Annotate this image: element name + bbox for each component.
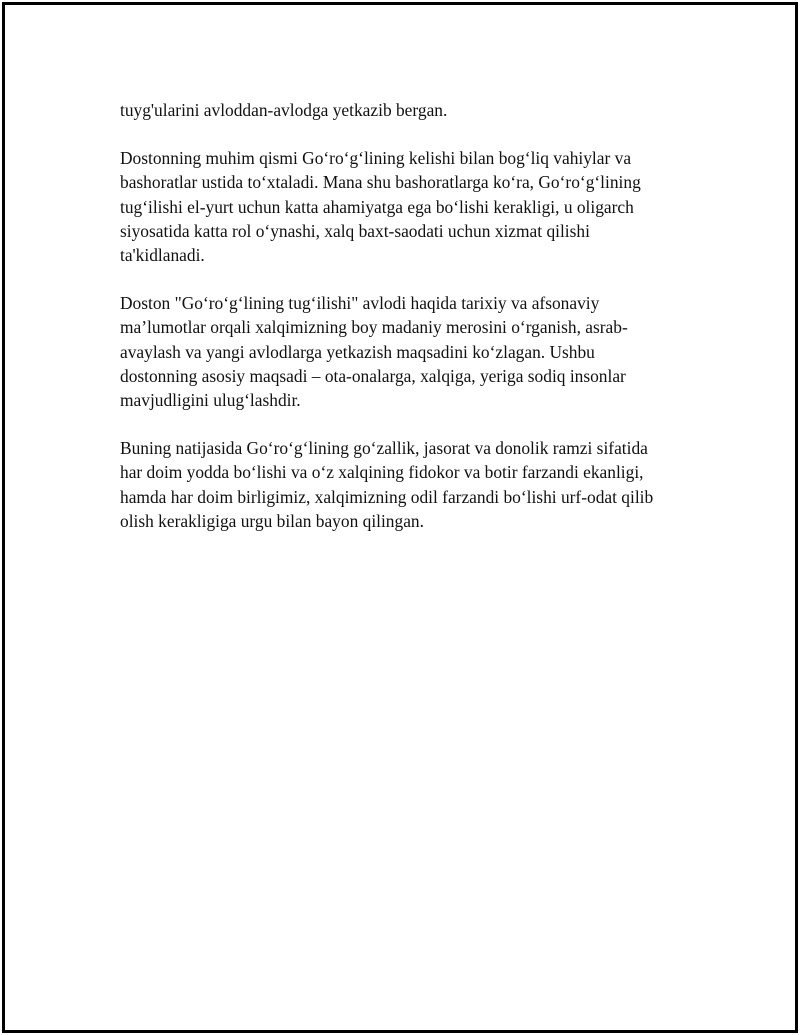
paragraph-3: Doston "Go‘ro‘g‘lining tug‘ilishi" avlodi haqida tarixiy va afsonaviy ma’lumotlar orqali xalqimizning boy madaniy merosini o‘rganish, asrab- avaylash va yangi avlodlarga yetkazish maqsadini ko‘zlagan. Ushbu dostonning asosiy maqsadi – ota-onalarga, xalqiga, yeriga sodiq insonlar mavjudligini ulug‘lashdir. [120, 293, 628, 411]
document-body [120, 98, 700, 557]
paragraph-1: tuyg'ularini avloddan-avlodga yetkazib bergan. [120, 100, 448, 120]
paragraph-4: Buning natijasida Go‘ro‘g‘lining go‘zallik, jasorat va donolik ramzi sifatida har doim yodda bo‘lishi va o‘z xalqining fidokor va botir farzandi ekanligi, hamda har doim birligimiz, xalqimizning odil farzandi bo‘lishi urf-odat qilib olish kerakligiga urgu bilan bayon qilingan. [120, 438, 654, 531]
paragraph-2: Dostonning muhim qismi Go‘ro‘g‘lining kelishi bilan bog‘liq vahiylar va bashoratlar ustida to‘xtaladi. Mana shu bashoratlarga ko‘ra, Go‘ro‘g‘lining tug‘ilishi el-yurt uchun katta ahamiyatga ega bo‘lishi kerakligi, u oligarch siyosatida katta rol o‘ynashi, xalq baxt-saodati uchun xizmat qilishi ta'kidlanadi. [120, 148, 641, 266]
page-frame [2, 2, 798, 1033]
